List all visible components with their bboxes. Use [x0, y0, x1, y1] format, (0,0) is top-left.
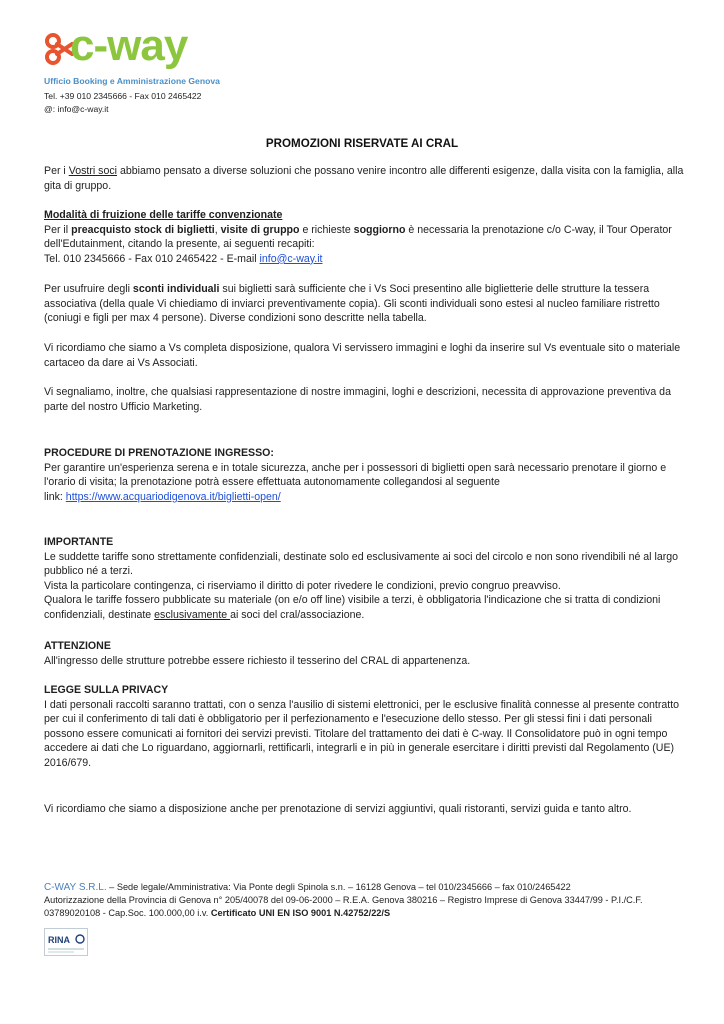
procedure-heading: PROCEDURE DI PRENOTAZIONE INGRESSO: — [44, 447, 274, 459]
logo-wordmark: c-way — [70, 21, 188, 70]
office-name: Ufficio Booking e Amministrazione Genova — [44, 76, 220, 86]
closing-paragraph: Vi ricordiamo che siamo a disposizione anche per prenotazione di servizi aggiuntivi, quali ristoranti, servizi guida e tanto altro. — [44, 803, 632, 815]
importante-heading: IMPORTANTE — [44, 536, 114, 548]
segnaliamo-paragraph: Vi segnaliamo, inoltre, che qualsiasi rappresentazione di nostre immagini, loghi e descrizioni, necessita di approvazione preventiva da parte del nostro Ufficio Marketing. — [44, 386, 671, 413]
footer-company: C-WAY S.R.L. — [44, 882, 107, 893]
attenzione-heading: ATTENZIONE — [44, 640, 111, 652]
vostri-soci-text: Vostri soci — [68, 165, 118, 177]
privacy-heading: LEGGE SULLA PRIVACY — [44, 684, 169, 696]
attenzione-section: ATTENZIONE All'ingresso delle strutture potrebbe essere richiesto il tesserino del CRAL di appartenenza. — [44, 639, 684, 668]
importante-section: IMPORTANTE Le suddette tariffe sono strettamente confidenziali, destinate solo ed esclusivamente ai soci del circolo e non sono rivendibili né al largo pubblico né a terzi. Vista la particolare contingenza, ci riserviamo il diritto di poter rivedere le condizioni, previo congruo preavviso. Qualora le tariffe fossero pubblicate su materiale (on e/o off line) visibile a terzi, è obbligatoria l'indicazione che si tratta di condizioni confidenziali, destinate esclusivamente ai soci del cral/associazione. — [44, 535, 684, 623]
header-phone: Tel. +39 010 2345666 - Fax 010 2465422 — [44, 91, 202, 101]
certificate-text: Certificato UNI EN ISO 9001 N.42752/22/S — [210, 908, 391, 918]
email-link[interactable]: info@c-way.it — [259, 252, 323, 265]
header-contact — [44, 90, 201, 116]
header-email: @: info@c-way.it — [44, 104, 109, 114]
privacy-section: LEGGE SULLA PRIVACY I dati personali raccolti saranno trattati, con o senza l'ausilio di sistemi elettronici, per le esclusive finalità connesse al presente contratto per cui il conferimento di tali dati è obbligatorio per il perfezionamento e l'esecuzione dello stesso. Per gli stessi fini i dati personali possono essere comunicati ai fornitori dei servizi previsti. Titolare del trattamento dei dati è C-way. Il Consolidatore può in ogni tempo accedere ai dati che Lo riguardano, aggiornarli, rettificarli, integrarli e in più in generale esercitare i diritti previsti dal Regolamento (UE) 2016/679. — [44, 683, 684, 771]
disposizione-paragraph: Vi ricordiamo che siamo a Vs completa disposizione, qualora Vi servissero immagini e loghi da inserire sul Vs eventuale sito o materiale cartaceo da dare ai Vs Associati. — [44, 342, 681, 369]
modalita-heading: Modalità di fruizione delle tariffe convenzionate — [44, 209, 283, 221]
procedure-section: PROCEDURE DI PRENOTAZIONE INGRESSO: Per garantire un'esperienza serena e in totale sicurezza, anche per i possessori di biglietti open sarà necessario prenotare il giorno e l'orario di visita; la prenotazione potrà essere effettuata autonomamente collegandosi al seguente link: https://www.acquariodigenova.it/biglietti-open/ — [44, 446, 684, 504]
intro-paragraph: Per i Vostri soci abbiamo pensato a diverse soluzioni che possano venire incontro alle differenti esigenze, dalla visita con la famiglia, alla gita di gruppo. — [44, 165, 684, 192]
svg-text:RINA: RINA — [48, 935, 70, 945]
modalita-section: Modalità di fruizione delle tariffe convenzionate Per il preacquisto stock di biglietti, visite di gruppo e richieste soggiorno è necessaria la prenotazione c/o C-way, il Tour Operator dell'Edutainment, citando la presente, ai seguenti recapiti: Tel. 010 2345666 - Fax 010 2465422 - E-mail info@c-way.it — [44, 208, 684, 266]
biglietti-open-link[interactable]: https://www.acquariodigenova.it/biglietti-open/ — [65, 490, 281, 503]
rina-certification-logo — [44, 928, 88, 956]
page-title: PROMOZIONI RISERVATE AI CRAL — [265, 137, 459, 150]
c-way-logo — [44, 21, 224, 80]
footer: C-WAY S.R.L. – Sede legale/Amministrativa: Via Ponte degli Spinola s.n. – 16128 Genova – tel 010/2345666 – fax 010/2465422 Autorizzazione della Provincia di Genova n° 205/40078 del 09-06-2000 – R.E.A. Genova 380216 – Registro Imprese di Genova 33447/99 - P.I./C.F. 03789020108 - Cap.Soc. 100.000,00 i.v. Certificato UNI EN ISO 9001 N.42752/22/S — [44, 882, 643, 918]
sconti-paragraph: Per usufruire degli sconti individuali sui biglietti sarà sufficiente che i Vs Soci presentino alle biglietterie delle strutture la tessera associativa (della quale Vi chiediamo di inviarci preventivamente copia). Gli sconti individuali sono estesi al nucleo familiare ristretto (coniugi e figli per max 4 persone). Diverse condizioni sono descritte nella tabella. — [44, 283, 660, 325]
